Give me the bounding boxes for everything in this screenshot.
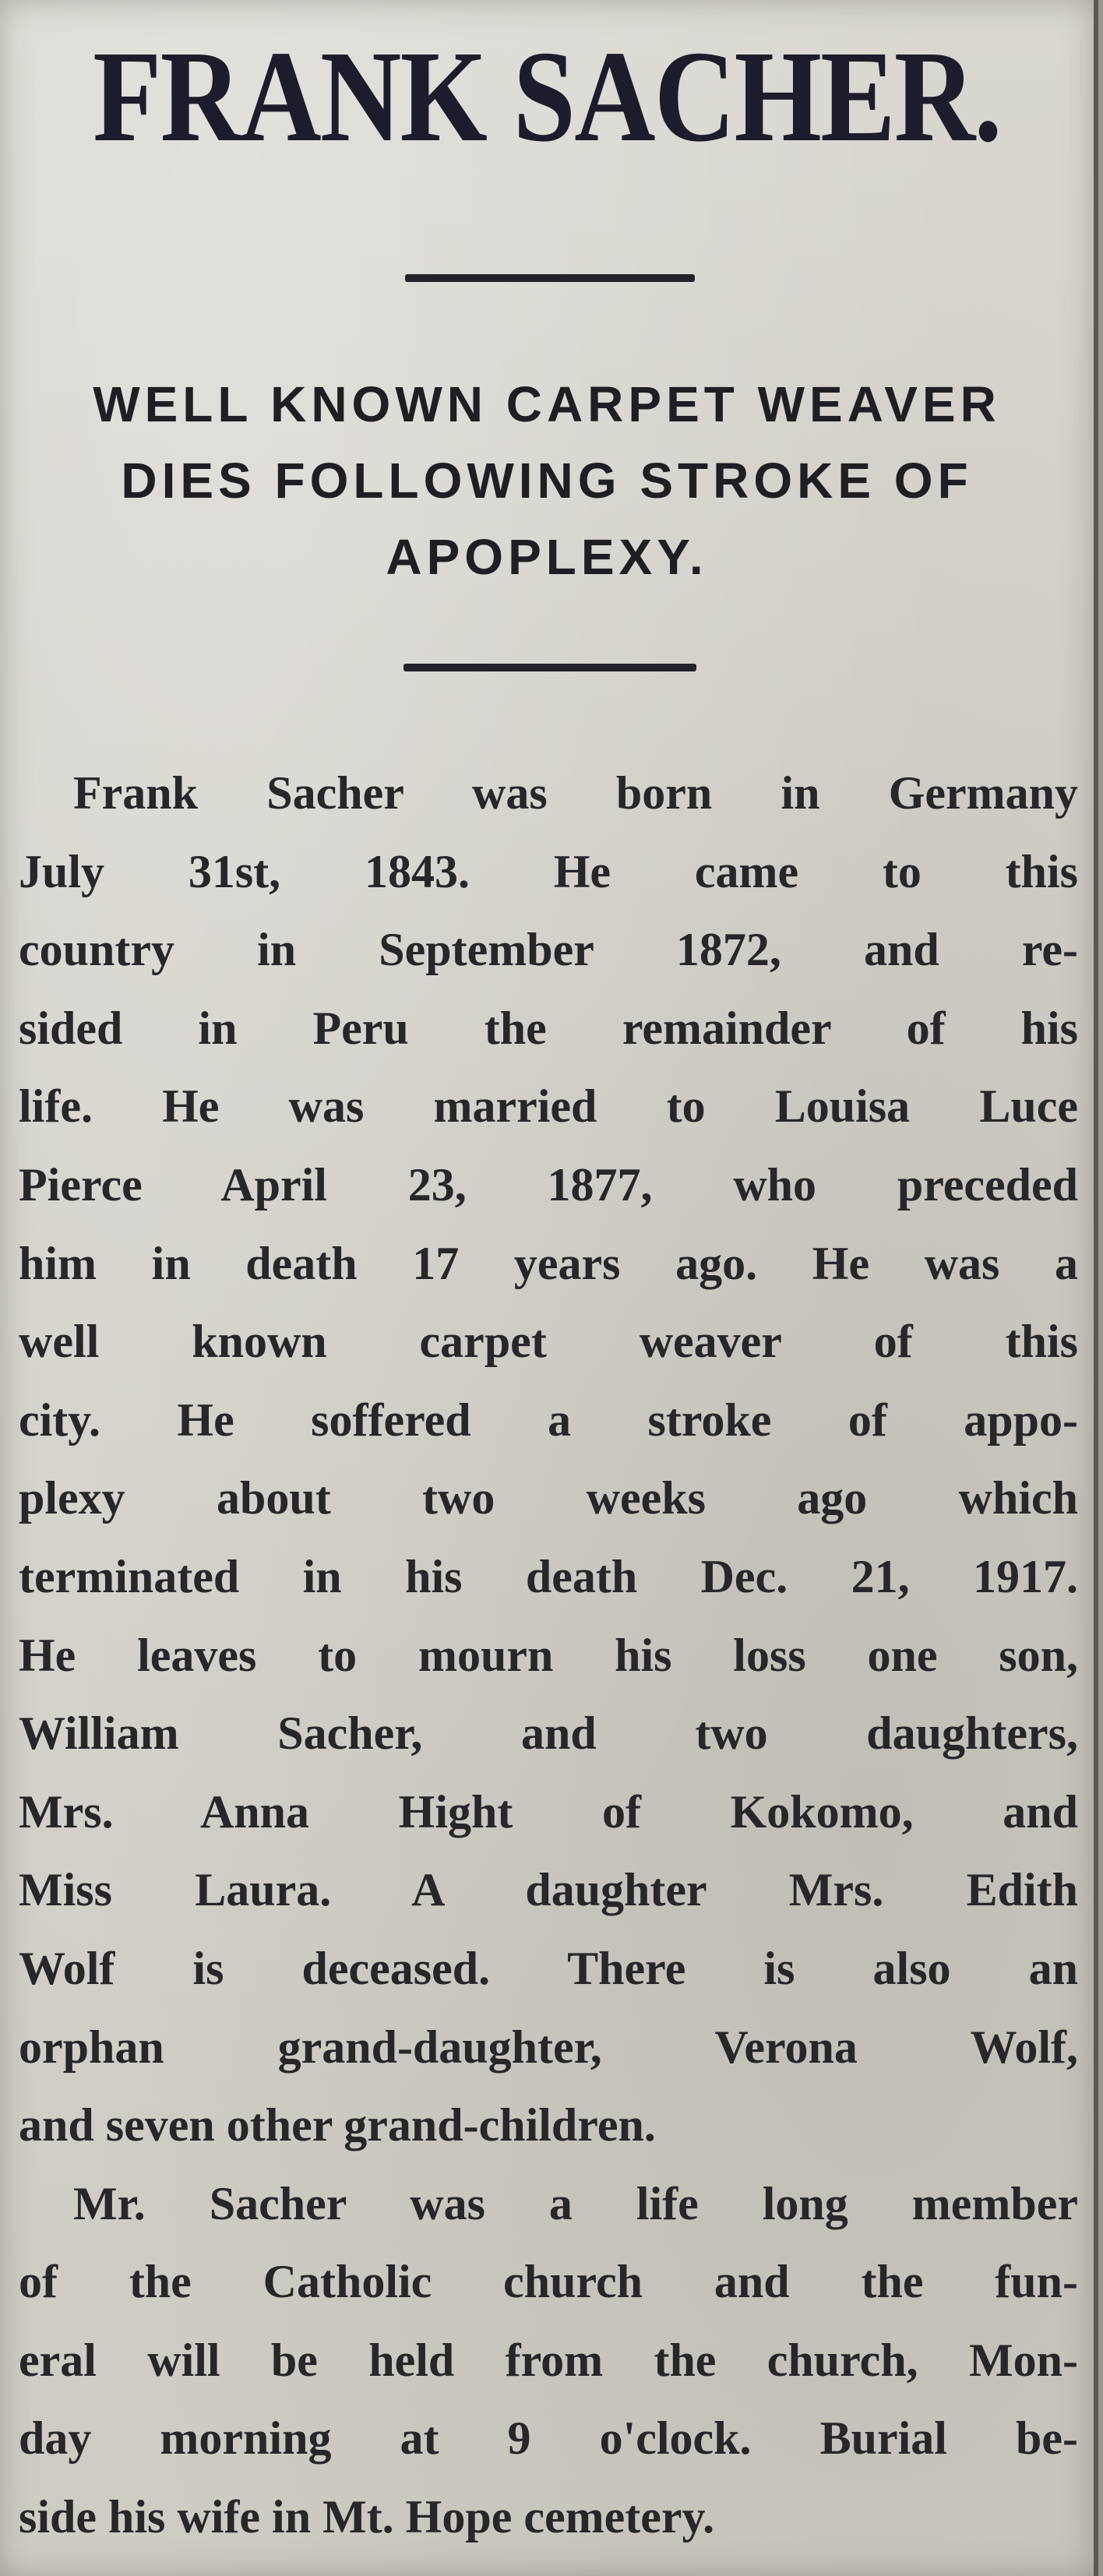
article-line: city. He soffered a stroke of appo- (19, 1394, 1078, 1446)
subheadline-divider (403, 664, 696, 671)
article-line: eral will be held from the church, Mon- (19, 2334, 1078, 2386)
article-line: Mr. Sacher was a life long member (73, 2177, 1078, 2229)
paragraph-2 (19, 2165, 1078, 2557)
headline-divider (405, 274, 695, 282)
article-line: and seven other grand-children. (19, 2099, 656, 2151)
article-line: terminated in his death Dec. 21, 1917. (19, 1550, 1078, 1602)
article-line: Mrs. Anna Hight of Kokomo, and (19, 1785, 1078, 1838)
article-line: sided in Peru the remainder of his (19, 1002, 1078, 1054)
article-line: day morning at 9 o'clock. Burial be- (19, 2412, 1078, 2465)
article-body (19, 754, 1078, 2557)
article-line: of the Catholic church and the fun- (19, 2256, 1078, 2308)
article-line: Miss Laura. A daughter Mrs. Edith (19, 1864, 1078, 1916)
article-line: well known carpet weaver of this (19, 1316, 1078, 1368)
paragraph-1 (19, 754, 1078, 2165)
subheadline (0, 366, 1094, 595)
subheadline-line: WELL KNOWN CARPET WEAVER (93, 376, 1001, 432)
article-line: life. He was married to Louisa Luce (19, 1080, 1078, 1133)
article-line: side his wife in Mt. Hope cemetery. (19, 2491, 715, 2543)
article-line: Frank Sacher was born in Germany (73, 767, 1078, 819)
article-line: He leaves to mourn his loss one son, (19, 1629, 1078, 1681)
article-line: plexy about two weeks ago which (19, 1472, 1078, 1524)
article-line: him in death 17 years ago. He was a (19, 1237, 1078, 1289)
article-line: country in September 1872, and re- (19, 924, 1078, 976)
headline: FRANK SACHER. (93, 24, 1001, 169)
article-line: orphan grand-daughter, Verona Wolf, (19, 2021, 1078, 2073)
subheadline-line: DIES FOLLOWING STROKE OF (121, 453, 973, 509)
article-line: Wolf is deceased. There is also an (19, 1942, 1078, 1994)
article-line: July 31st, 1843. He came to this (19, 845, 1078, 897)
subheadline-line: APOPLEXY. (386, 529, 708, 585)
article-line: William Sacher, and two daughters, (19, 1707, 1078, 1760)
article-line: Pierce April 23, 1877, who preceded (19, 1158, 1078, 1210)
